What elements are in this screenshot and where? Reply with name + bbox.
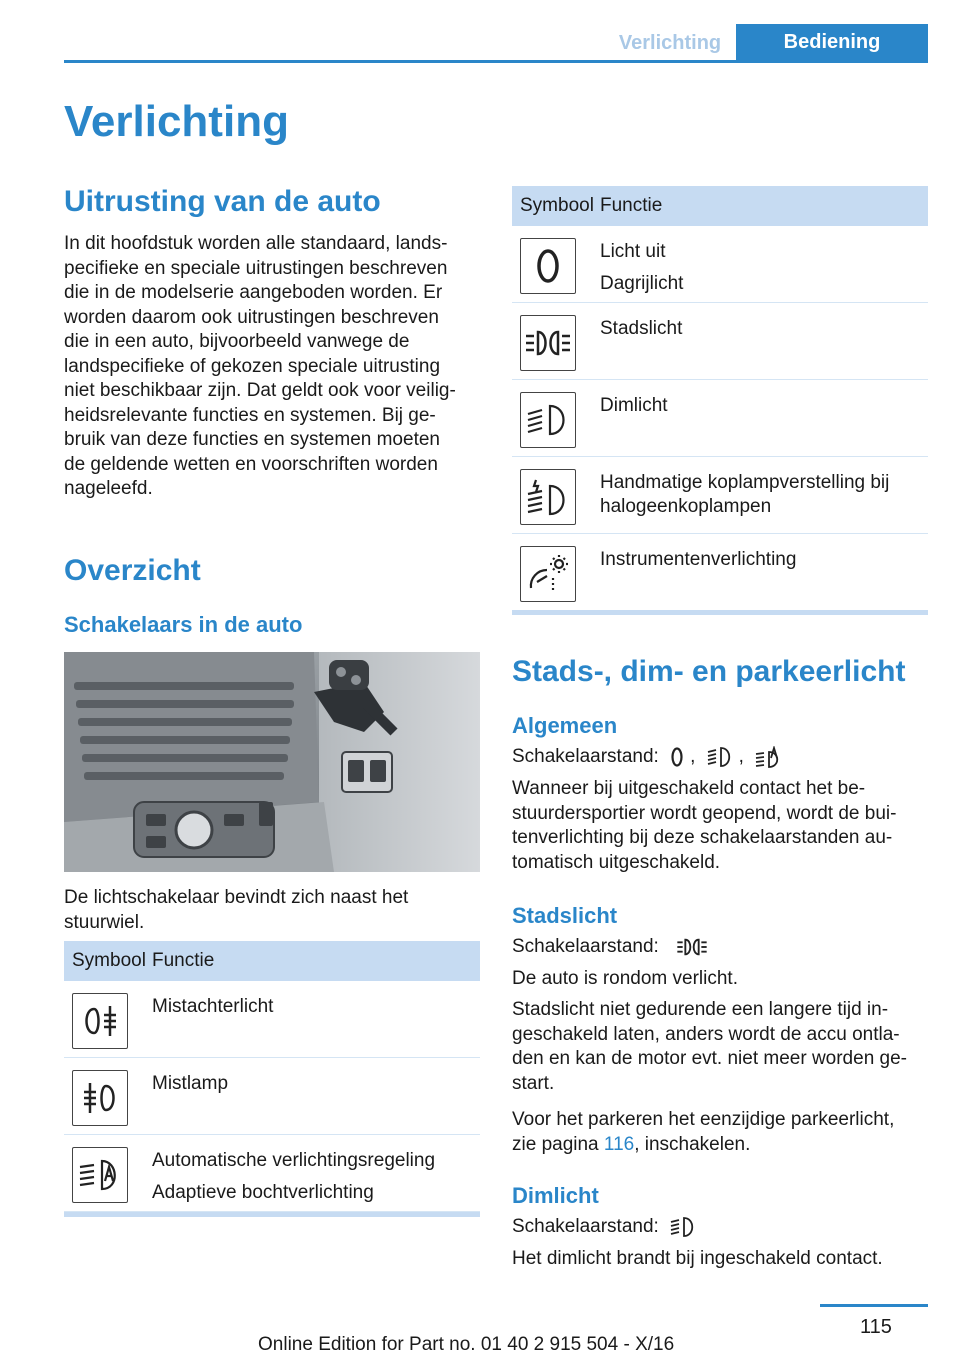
edition-footer: Online Edition for Part no. 01 40 2 915 504 - X/16 xyxy=(258,1334,675,1355)
auto-headlight-icon xyxy=(755,746,781,768)
function-text: Mistlamp xyxy=(152,1073,229,1094)
text-line: Voor het parkeren het eenzijdige parkeerlicht, xyxy=(512,1109,895,1130)
text-line: die in de modelserie aangeboden worden. Er xyxy=(64,282,443,303)
parking-light-icon xyxy=(520,315,576,371)
footer-divider xyxy=(820,1304,928,1307)
column-header-functie: Functie xyxy=(152,950,215,971)
headlight-range-icon xyxy=(520,469,576,525)
switch-label: Schakelaarstand: xyxy=(512,936,659,957)
text-line: landspecifieke of gekozen speciale uitrusting xyxy=(64,355,441,377)
table-footer-bar xyxy=(64,1212,480,1217)
dimlicht-switch-line xyxy=(512,1215,932,1240)
zero-position-icon xyxy=(520,238,576,294)
parking-light-icon xyxy=(670,937,714,957)
section-title-overzicht: Overzicht xyxy=(64,554,201,587)
symbol-cell xyxy=(512,303,600,379)
function-text: Stadslicht xyxy=(600,318,683,339)
table-header xyxy=(512,186,928,226)
text-line: bruik van deze functies en systemen moeten xyxy=(64,429,440,450)
stadslicht-body-1: De auto is rondom verlicht. xyxy=(512,968,738,989)
function-text: Mistachterlicht xyxy=(152,996,274,1017)
text-line: tenverlichting bij deze schakelaarstanden au- xyxy=(512,827,893,848)
text-line: pecifieke en speciale uitrustingen beschreven xyxy=(64,257,448,279)
switch-label: Schakelaarstand: xyxy=(512,1216,659,1237)
page-link[interactable]: 116 xyxy=(603,1133,635,1155)
front-fog-light-icon xyxy=(72,1070,128,1126)
page-number: 115 xyxy=(860,1316,892,1338)
table-header xyxy=(64,941,480,981)
section-title-uitrusting: Uitrusting van de auto xyxy=(64,185,381,218)
text-line: die in een auto, bijvoorbeeld vanwege de xyxy=(64,331,410,352)
text-line: geschakeld laten, anders wordt de accu ontla- xyxy=(512,1023,900,1045)
function-text: halogeenkoplampen xyxy=(600,496,772,517)
text-line: worden daarom ook uitrustingen beschreven xyxy=(64,306,439,328)
table-row xyxy=(512,534,928,610)
symbol-cell xyxy=(64,1135,152,1211)
symbol-cell xyxy=(512,534,600,610)
text-line: In dit hoofdstuk worden alle standaard, lands- xyxy=(64,233,448,254)
low-beam-icon xyxy=(520,392,576,448)
photo-caption xyxy=(64,886,484,935)
instrument-lighting-icon xyxy=(520,546,576,602)
left-symbol-table xyxy=(64,941,480,1217)
function-cell xyxy=(152,1135,480,1211)
subsection-title-stadslicht: Stadslicht xyxy=(512,903,618,928)
text-line: den en kan de motor evt. niet meer worden ge- xyxy=(512,1048,908,1069)
stadslicht-body-3 xyxy=(512,1108,932,1157)
chapter-title: Verlichting xyxy=(64,97,289,146)
column-header-symbool: Symbool xyxy=(72,950,146,971)
auto-headlight-icon xyxy=(72,1147,128,1203)
function-text: Automatische verlichtingsregeling xyxy=(152,1150,436,1171)
table-row xyxy=(64,981,480,1058)
stadslicht-switch-line xyxy=(512,935,932,960)
table-row xyxy=(64,1058,480,1135)
algemeen-body xyxy=(512,777,932,875)
low-beam-icon xyxy=(670,1216,696,1238)
symbol-cell xyxy=(512,226,600,302)
function-text: Adaptieve bochtverlichting xyxy=(152,1182,374,1203)
text-line: start. xyxy=(512,1072,555,1094)
function-text: Licht uit xyxy=(600,241,666,262)
text-fragment: zie pagina xyxy=(512,1133,604,1155)
text-line xyxy=(512,1133,932,1158)
algemeen-switch-line: Schakelaarstand: , , xyxy=(512,745,932,770)
subsection-title-schakelaars: Schakelaars in de auto xyxy=(64,612,303,637)
right-symbol-table xyxy=(512,186,928,615)
symbol-cell xyxy=(512,380,600,456)
text-line: De lichtschakelaar bevindt zich naast het xyxy=(64,887,409,908)
function-cell xyxy=(600,380,928,456)
text-line: tomatisch uitgeschakeld. xyxy=(512,851,721,873)
function-cell xyxy=(600,303,928,379)
text-line: nageleefd. xyxy=(64,478,153,499)
low-beam-icon xyxy=(707,746,733,768)
stadslicht-body-2 xyxy=(512,998,932,1096)
table-row xyxy=(512,303,928,380)
table-row xyxy=(64,1135,480,1212)
text-line: heidsrelevante functies en systemen. Bij ge- xyxy=(64,404,436,426)
header-tab-verlichting[interactable]: Verlichting xyxy=(618,32,722,54)
text-line: stuurdersportier wordt geopend, wordt de bui- xyxy=(512,802,897,824)
text-line: Wanneer bij uitgeschakeld contact het be- xyxy=(512,778,866,799)
function-text: Handmatige koplampverstelling bij xyxy=(600,472,890,493)
function-cell xyxy=(600,457,928,533)
text-fragment: , inschakelen. xyxy=(634,1133,751,1155)
table-row xyxy=(512,457,928,534)
zero-position-icon xyxy=(670,746,684,768)
dimlicht-body: Het dimlicht brandt bij ingeschakeld contact. xyxy=(512,1248,883,1269)
column-header-symbool: Symbool xyxy=(520,195,594,216)
table-row xyxy=(512,380,928,457)
table-row xyxy=(512,226,928,303)
text-line: stuurwiel. xyxy=(64,911,145,933)
function-cell xyxy=(600,534,928,610)
rear-fog-light-icon xyxy=(72,993,128,1049)
function-text: Instrumentenverlichting xyxy=(600,549,797,570)
column-header-functie: Functie xyxy=(600,195,663,216)
symbol-cell xyxy=(512,457,600,533)
text-line: de geldende wetten en voorschriften worden xyxy=(64,453,438,475)
header-divider xyxy=(64,60,928,63)
subsection-title-dimlicht: Dimlicht xyxy=(512,1183,599,1208)
text-line: niet beschikbaar zijn. Dat geldt ook voor veilig- xyxy=(64,380,456,401)
symbol-cell xyxy=(64,1058,152,1134)
table-footer-bar xyxy=(512,610,928,615)
light-switch-photo xyxy=(64,652,480,872)
text-line: Stadslicht niet gedurende een langere tijd in- xyxy=(512,999,889,1020)
function-text: Dimlicht xyxy=(600,395,668,416)
section-title-stads-dim-parkeerlicht: Stads-, dim- en parkeerlicht xyxy=(512,655,906,688)
switch-label: Schakelaarstand: xyxy=(512,746,659,767)
symbol-cell xyxy=(64,981,152,1057)
function-text: Dagrijlicht xyxy=(600,273,684,294)
section-body-uitrusting xyxy=(64,232,484,502)
header-tab-bediening[interactable]: Bediening xyxy=(736,24,928,60)
function-cell xyxy=(600,226,928,302)
subsection-title-algemeen: Algemeen xyxy=(512,713,618,738)
function-cell xyxy=(152,1058,480,1134)
function-cell xyxy=(152,981,480,1057)
